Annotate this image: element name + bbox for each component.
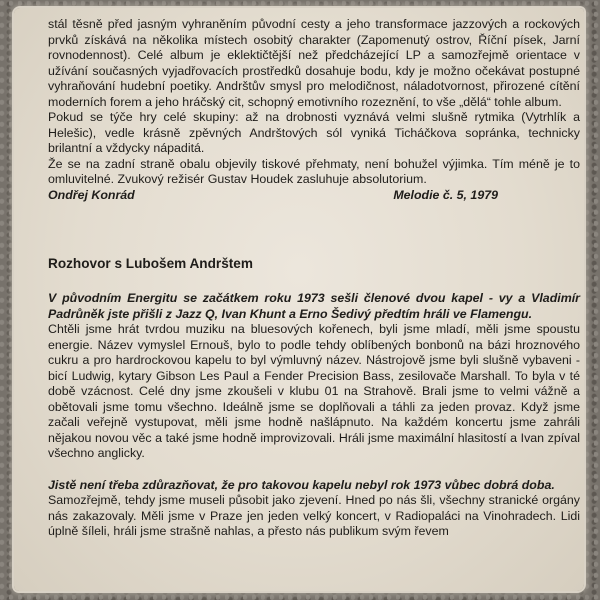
review-paragraph-3: Že se na zadní straně obalu objevily tiskové přehmaty, není bohužel výjimka. Tím méně je to omluvitelné. Zvukový režisér Gustav Houdek zasluhuje absolutorium.	[48, 156, 580, 186]
interview-title: Rozhovor s Lubošem Andrštem	[48, 256, 253, 271]
interview-answer-2: Samozřejmě, tehdy jsme museli působit jako zjevení. Hned po nás šli, všechny stranické orgány nás zakazovaly. Měli jsme v Praze jen jeden velký koncert, v Radiopaláci na Vinohradech. Lidi úplně šíleli, hráli jsme strašně nahlas, a přesto nás publikum svým řevem	[48, 493, 580, 538]
interview-answer-1: Chtěli jsme hrát tvrdou muziku na bluesových kořenech, byli jsme mladí, měli jsme spoustu energie. Název vymyslel Ernouš, bylo to podle tehdy oblíbených bonbonů na bázi hroznového cukru a pro hardrockovou kapelu to byl výmluvný název. Nástrojově jsme byli slušně vybaveni - bicí Ludwig, kytary Gibson Les Paul a Fender Precision Bass, zesilovače Marshall. To byla v té době vzácnost. Celé dny jsme zkoušeli v klubu 01 na Strahově. Brali jsme to velmi vážně a obětovali jsme tomu všechno. Ideálně jsme se doplňovali a táhli za jeden provaz. Když jsme začali veřejně vystupovat, měli jsme hodně našlápnuto. Na každém koncertu jsme zahráli nějakou novou věc a také jsme hodně improvizovali. Hráli jsme maximální hlasitostí a Ivan zpíval všechno anglicky.	[48, 322, 580, 460]
interview-question-1: V původním Energitu se začátkem roku 1973 sešli členové dvou kapel - vy a Vladimír Padrůněk jste přišli z Jazz Q, Ivan Khunt a Erno Šedivý předtím hráli ve Flamengu.	[48, 291, 580, 321]
interview-question-2: Jistě není třeba zdůrazňovat, že pro takovou kapelu nebyl rok 1973 vůbec dobrá doba.	[48, 477, 555, 492]
page-content	[48, 17, 580, 540]
booklet-page	[14, 8, 584, 591]
review-paragraph-1: stál těsně před jasným vyhraněním původní cesty a jeho transformace jazzových a rockových prvků získává na několika místech osobitý charakter (Zapomenutý ostrov, Říční písek, Jarní rovnodennost). Celé album je eklektičtější než předcházející LP a samozřejmě orientace v užívání současných vyjadřovacích prostředků dosahuje bodu, kdy je možno očekávat postupné vyhraňování hudební poetiky. Andrštův smysl pro melodičnost, náladotvornost, přirozené cítění moderních forem a jeho hráčský cit, schopný emotivního rozeznění, to vše „dělá“ tohle album.	[48, 17, 580, 109]
review-author: Ondřej Konrád	[48, 187, 135, 202]
review-paragraph-2: Pokud se týče hry celé skupiny: až na drobnosti vyznává velmi slušně rytmika (Vytrhlík a Helešic), vedle krásně zpěvných Andrštových sól vyniká Ticháčkova sopránka, technicky brilantní a vždycky nápaditá.	[48, 110, 580, 155]
paragraph-gap	[48, 462, 580, 478]
review-source: Melodie č. 5, 1979	[393, 187, 498, 202]
review-signature	[48, 188, 580, 204]
